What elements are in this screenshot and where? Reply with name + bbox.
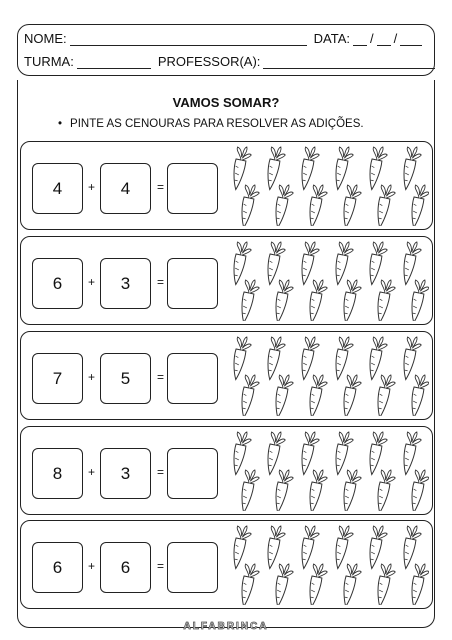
exercise-row <box>20 331 433 420</box>
carrot-icon[interactable] <box>331 336 355 381</box>
carrot-icon[interactable] <box>297 431 321 476</box>
carrot-icon[interactable] <box>365 336 389 381</box>
carrot-icon[interactable] <box>407 278 429 321</box>
addend-a-box: 7 <box>32 353 83 404</box>
data-sep-1: / <box>369 31 374 46</box>
plus-sign: + <box>88 180 96 194</box>
carrot-icon[interactable] <box>407 468 429 511</box>
carrot-icon[interactable] <box>399 241 423 286</box>
equals-sign: = <box>157 370 165 384</box>
carrot-icon[interactable] <box>263 146 287 191</box>
carrot-icon[interactable] <box>271 468 295 511</box>
carrot-icon[interactable] <box>339 278 363 321</box>
carrot-icon[interactable] <box>373 183 397 226</box>
carrot-group <box>229 241 429 321</box>
data-year-field[interactable] <box>400 34 422 46</box>
data-sep-2: / <box>393 31 398 46</box>
addend-b-box: 4 <box>100 163 151 214</box>
addend-b-box: 6 <box>100 542 151 593</box>
carrot-icon[interactable] <box>331 146 355 191</box>
addend-b-box: 5 <box>100 353 151 404</box>
carrot-icon[interactable] <box>237 562 261 605</box>
page-title: VAMOS SOMAR? <box>172 95 280 110</box>
carrot-icon[interactable] <box>297 241 321 286</box>
addend-b-box: 3 <box>100 258 151 309</box>
nome-line <box>24 31 425 46</box>
carrot-icon[interactable] <box>237 278 261 321</box>
data-day-field[interactable] <box>353 34 367 46</box>
student-info-box <box>17 24 435 76</box>
carrot-icon[interactable] <box>263 431 287 476</box>
carrot-icon[interactable] <box>365 525 389 570</box>
professor-label: PROFESSOR(A): <box>157 54 261 69</box>
nome-label: NOME: <box>24 31 67 46</box>
addend-a-box: 4 <box>32 163 83 214</box>
carrot-icon[interactable] <box>373 278 397 321</box>
carrot-icon[interactable] <box>305 183 329 226</box>
exercise-row <box>20 520 433 609</box>
brand-logo: ALFABRINCA <box>183 621 269 632</box>
equals-sign: = <box>157 559 165 573</box>
addend-a-box: 8 <box>32 448 83 499</box>
carrot-icon[interactable] <box>373 562 397 605</box>
carrot-icon[interactable] <box>263 241 287 286</box>
answer-box[interactable] <box>167 163 218 214</box>
plus-sign: + <box>88 465 96 479</box>
answer-box[interactable] <box>167 258 218 309</box>
carrot-icon[interactable] <box>229 525 253 570</box>
data-month-field[interactable] <box>377 34 391 46</box>
instruction <box>58 118 364 130</box>
carrot-icon[interactable] <box>365 431 389 476</box>
carrot-icon[interactable] <box>297 525 321 570</box>
carrot-icon[interactable] <box>229 431 253 476</box>
addend-b-box: 3 <box>100 448 151 499</box>
carrot-group <box>229 146 429 226</box>
turma-line <box>24 54 438 69</box>
carrot-icon[interactable] <box>407 183 429 226</box>
plus-sign: + <box>88 275 96 289</box>
answer-box[interactable] <box>167 448 218 499</box>
carrot-icon[interactable] <box>373 373 397 416</box>
carrot-icon[interactable] <box>399 431 423 476</box>
carrot-group <box>229 525 429 605</box>
carrot-icon[interactable] <box>305 468 329 511</box>
carrot-icon[interactable] <box>305 562 329 605</box>
equals-sign: = <box>157 180 165 194</box>
instruction-bullet: • <box>58 118 63 130</box>
carrot-icon[interactable] <box>373 468 397 511</box>
nome-field[interactable] <box>70 34 307 46</box>
carrot-icon[interactable] <box>237 183 261 226</box>
carrot-icon[interactable] <box>407 562 429 605</box>
carrot-icon[interactable] <box>229 336 253 381</box>
carrot-icon[interactable] <box>399 336 423 381</box>
carrot-icon[interactable] <box>331 525 355 570</box>
carrot-icon[interactable] <box>407 373 429 416</box>
carrot-icon[interactable] <box>339 183 363 226</box>
carrot-icon[interactable] <box>237 468 261 511</box>
carrot-icon[interactable] <box>399 146 423 191</box>
carrot-group <box>229 336 429 416</box>
carrot-icon[interactable] <box>271 562 295 605</box>
carrot-icon[interactable] <box>237 373 261 416</box>
carrot-icon[interactable] <box>271 278 295 321</box>
answer-box[interactable] <box>167 542 218 593</box>
addend-a-box: 6 <box>32 258 83 309</box>
addend-a-box: 6 <box>32 542 83 593</box>
carrot-icon[interactable] <box>331 431 355 476</box>
data-label: DATA: <box>313 31 350 46</box>
turma-label: TURMA: <box>24 54 74 69</box>
carrot-icon[interactable] <box>339 562 363 605</box>
carrot-icon[interactable] <box>305 373 329 416</box>
plus-sign: + <box>88 559 96 573</box>
carrot-icon[interactable] <box>305 278 329 321</box>
carrot-icon[interactable] <box>263 525 287 570</box>
carrot-icon[interactable] <box>263 336 287 381</box>
carrot-icon[interactable] <box>399 525 423 570</box>
carrot-icon[interactable] <box>331 241 355 286</box>
carrot-icon[interactable] <box>271 183 295 226</box>
carrot-icon[interactable] <box>339 468 363 511</box>
carrot-icon[interactable] <box>365 146 389 191</box>
exercise-row <box>20 236 433 325</box>
equals-sign: = <box>157 465 165 479</box>
carrot-group <box>229 431 429 511</box>
plus-sign: + <box>88 370 96 384</box>
exercise-row <box>20 141 433 230</box>
carrot-icon[interactable] <box>297 336 321 381</box>
turma-field[interactable] <box>77 57 151 69</box>
carrot-icon[interactable] <box>297 146 321 191</box>
professor-field[interactable] <box>263 57 435 69</box>
instruction-text: PINTE AS CENOURAS PARA RESOLVER AS ADIÇÕES. <box>70 118 364 130</box>
carrot-icon[interactable] <box>271 373 295 416</box>
answer-box[interactable] <box>167 353 218 404</box>
carrot-icon[interactable] <box>365 241 389 286</box>
exercise-row <box>20 426 433 515</box>
carrot-icon[interactable] <box>229 146 253 191</box>
carrot-icon[interactable] <box>229 241 253 286</box>
equals-sign: = <box>157 275 165 289</box>
carrot-icon[interactable] <box>339 373 363 416</box>
